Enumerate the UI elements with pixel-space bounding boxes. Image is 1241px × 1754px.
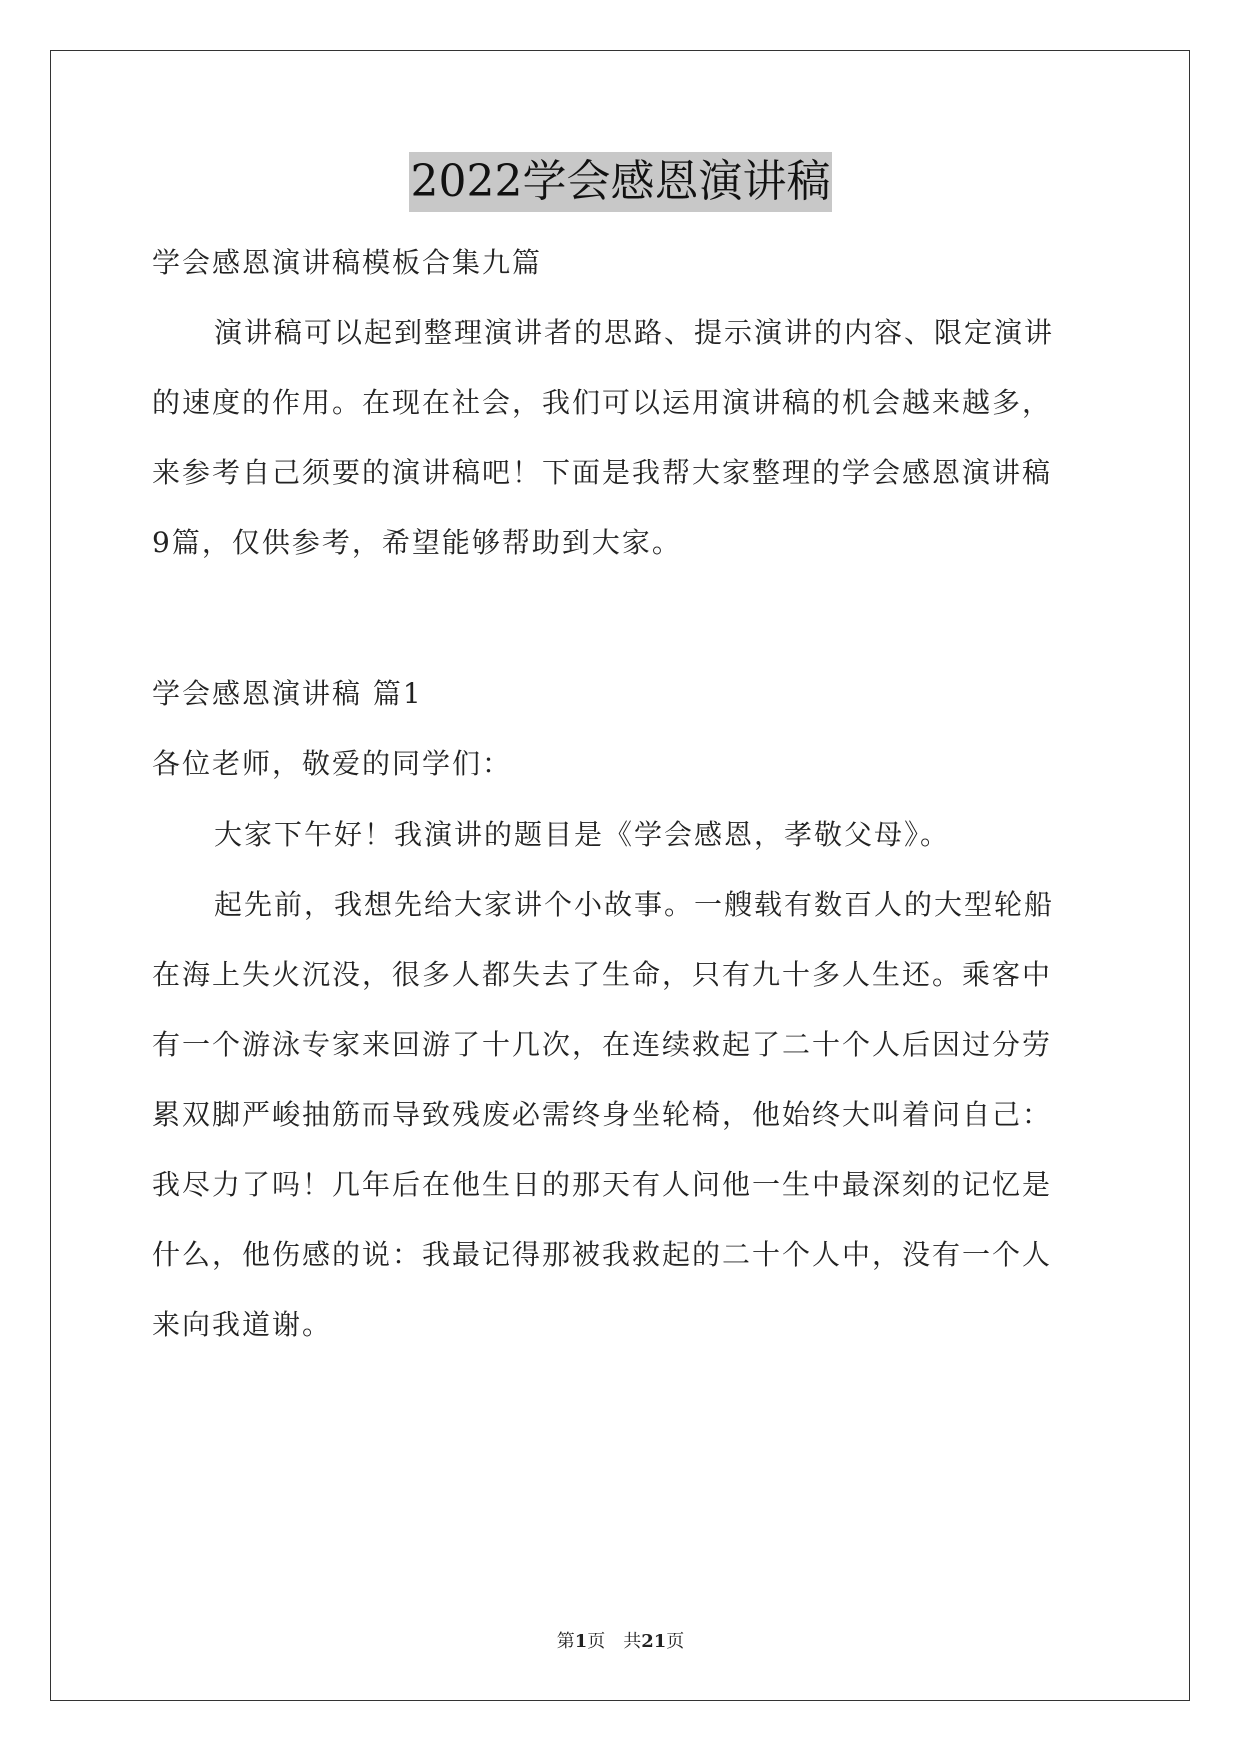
document-title: 2022学会感恩演讲稿 [409, 152, 833, 212]
page-prefix: 第 [556, 1631, 575, 1652]
story-line: 来向我道谢。 [152, 1308, 333, 1341]
intro-line: 的速度的作用。在现在社会，我们可以运用演讲稿的机会越来越多， [152, 386, 1053, 419]
total-pages: 21 [641, 1631, 667, 1652]
page-number: 1 [574, 1631, 588, 1652]
intro-line: 来参考自己须要的演讲稿吧！下面是我帮大家整理的学会感恩演讲稿 [152, 456, 1053, 489]
story-line: 起先前，我想先给大家讲个小故事。一艘载有数百人的大型轮船 [214, 888, 1055, 921]
story-line: 在海上失火沉没，很多人都失去了生命，只有九十多人生还。乘客中 [152, 958, 1053, 991]
story-line: 我尽力了吗！几年后在他生日的那天有人问他一生中最深刻的记忆是 [152, 1168, 1053, 1201]
opening-line: 大家下午好！我演讲的题目是《学会感恩，孝敬父母》。 [214, 818, 951, 851]
intro-line: 演讲稿可以起到整理演讲者的思路、提示演讲的内容、限定演讲 [214, 316, 1055, 349]
total-unit: 页 [666, 1631, 685, 1652]
total-prefix: 共 [623, 1631, 642, 1652]
story-line: 什么，他伤感的说：我最记得那被我救起的二十个人中，没有一个人 [152, 1238, 1053, 1271]
section-heading: 学会感恩演讲稿 篇1 [152, 677, 423, 710]
title-container [0, 152, 1241, 212]
story-line: 有一个游泳专家来回游了十几次，在连续救起了二十个人后因过分劳 [152, 1028, 1053, 1061]
page-footer [0, 1630, 1241, 1654]
page-border [50, 50, 1190, 1701]
greeting: 各位老师，敬爱的同学们： [152, 747, 513, 780]
intro-line: 9篇，仅供参考，希望能够帮助到大家。 [152, 526, 682, 559]
story-line: 累双脚严峻抽筋而导致残废必需终身坐轮椅，他始终大叫着问自己： [152, 1098, 1053, 1131]
page-unit: 页 [587, 1631, 606, 1652]
document-subtitle: 学会感恩演讲稿模板合集九篇 [152, 246, 543, 279]
